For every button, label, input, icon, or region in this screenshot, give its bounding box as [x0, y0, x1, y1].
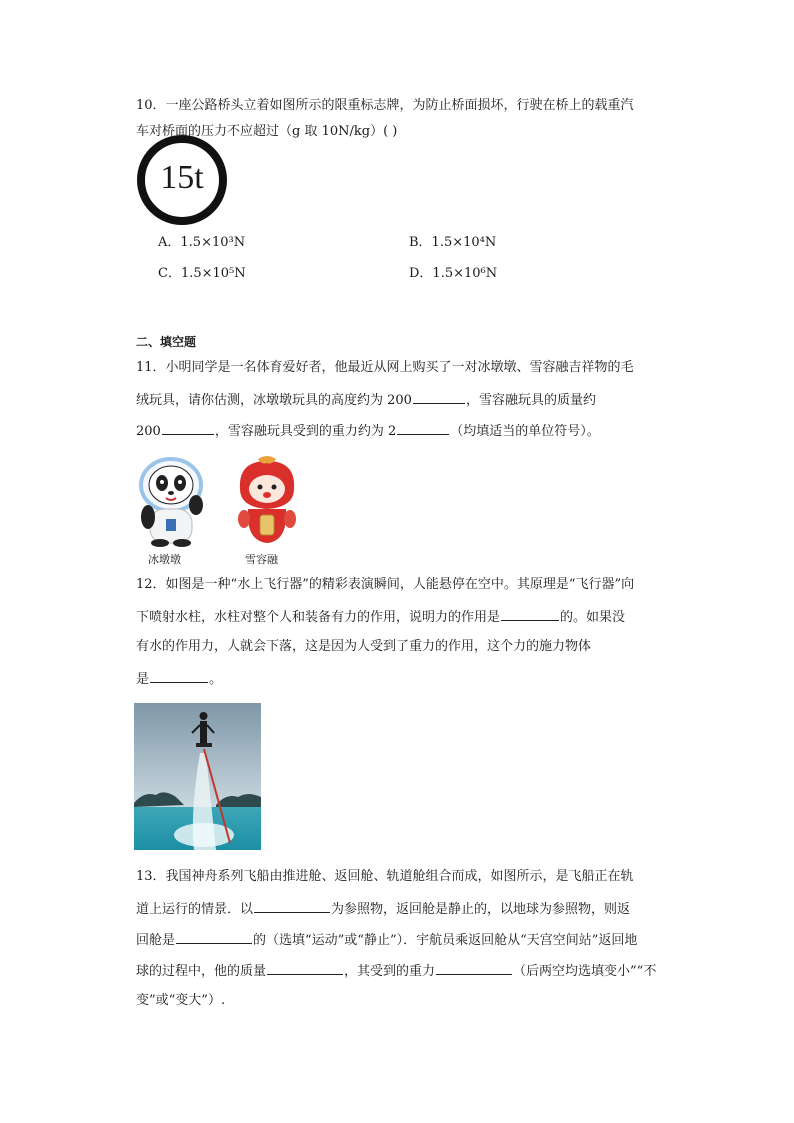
q12-line2-text-b: 的。如果没 — [560, 610, 626, 625]
q10-stem-line1: 10．一座公路桥头立着如图所示的限重标志牌，为防止桥面损坏，行驶在桥上的载重汽 — [136, 98, 634, 113]
q13-line3-text-b: 的（选填“运动”或“静止”）．宇航员乘返回舱从“天宫空间站”返回地 — [253, 933, 638, 948]
q10-option-c[interactable]: C．1.5×10⁵N — [158, 266, 246, 281]
caption-bing-dwen-dwen: 冰墩墩 — [148, 553, 181, 566]
q12-blank-2[interactable] — [150, 669, 208, 683]
q13-line2-text-b: 为参照物，返回舱是静止的，以地球为参照物，则返 — [331, 902, 631, 917]
q12-line4-text-b: 。 — [209, 672, 223, 687]
q12-line4 — [136, 669, 222, 689]
q13-line2-text-a: 道上运行的情景．以 — [136, 902, 254, 917]
q10-option-b[interactable]: B．1.5×10⁴N — [409, 235, 497, 250]
q13-line3 — [136, 930, 637, 950]
q12-line3: 有水的作用力，人就会下落，这是因为人受到了重力的作用，这个力的施力物体 — [136, 639, 592, 654]
q13-blank-1[interactable] — [254, 899, 330, 913]
q11-blank-3[interactable] — [397, 421, 449, 435]
q10-option-d[interactable]: D．1.5×10⁶N — [409, 266, 498, 281]
q12-line1: 12．如图是一种“水上飞行器”的精彩表演瞬间，人能悬停在空中。其原理是“飞行器”向 — [136, 577, 635, 592]
q12-line4-text-a: 是 — [136, 672, 150, 687]
q13-line3-text-a: 回舱是 — [136, 933, 176, 948]
weight-limit-sign — [136, 134, 228, 226]
q13-line4 — [136, 961, 656, 981]
q10-option-a[interactable]: A．1.5×10³N — [158, 235, 246, 250]
q12-line2-text-a: 下喷射水柱，水柱对整个人和装备有力的作用，说明力的作用是 — [136, 610, 501, 625]
q13-line4-text-a: 球的过程中，他的质量 — [136, 964, 267, 979]
q13-line4-text-b: ，其受到的重力 — [344, 964, 436, 979]
q13-blank-2[interactable] — [176, 930, 252, 944]
q13-line1: 13．我国神舟系列飞船由推进舱、返回舱、轨道舱组合而成，如图所示，是飞船正在轨 — [136, 869, 634, 884]
q13-blank-4[interactable] — [436, 961, 512, 975]
bing-dwen-dwen-image — [136, 455, 206, 547]
q11-blank-2[interactable] — [162, 421, 214, 435]
section-title: 二、填空题 — [136, 335, 197, 349]
q11-line3 — [136, 421, 600, 441]
q13-line4-text-c: （后两空均选填变小”“不 — [513, 964, 657, 979]
q11-line2 — [136, 390, 596, 410]
flyboard-photo — [134, 703, 261, 850]
q13-line2 — [136, 899, 630, 919]
q11-line3-text-b: ，雪容融玩具受到的重力约为 2 — [214, 424, 397, 439]
q11-line3-text-c: （均填适当的单位符号）。 — [450, 424, 600, 439]
q12-line2 — [136, 607, 625, 627]
q10-stem-line2: 车对桥面的压力不应超过（g 取 10N/kg）( ) — [136, 124, 398, 139]
q13-blank-3[interactable] — [267, 961, 343, 975]
q11-line2-text-b: ，雪容融玩具的质量约 — [465, 393, 596, 408]
q11-line1: 11．小明同学是一名体育爱好者，他最近从网上购买了一对冰墩墩、雪容融吉祥物的毛 — [136, 360, 634, 375]
q11-blank-1[interactable] — [413, 390, 465, 404]
q12-blank-1[interactable] — [501, 607, 559, 621]
shuey-rhon-rhon-image — [230, 455, 304, 547]
q11-line2-text-a: 绒玩具，请你估测，冰墩墩玩具的高度约为 200 — [136, 393, 412, 408]
caption-shuey-rhon-rhon: 雪容融 — [245, 553, 278, 566]
weight-limit-text: 15t — [160, 159, 204, 196]
q11-line3-text-a: 200 — [136, 424, 161, 439]
q13-line5: 变”或“变大”）. — [136, 993, 226, 1008]
